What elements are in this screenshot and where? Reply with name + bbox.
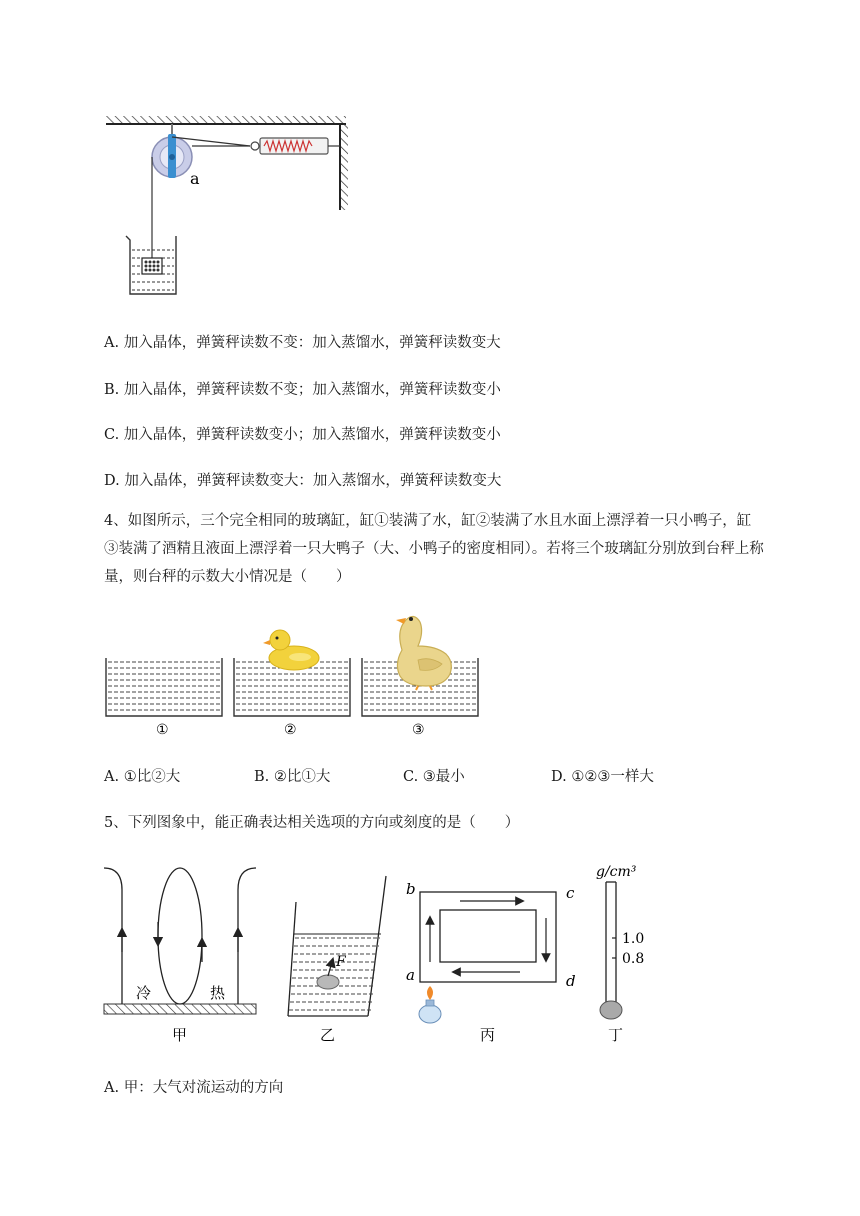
q4-option-d: D. ①②③一样大 — [551, 769, 654, 785]
spring-scale-icon — [251, 138, 340, 154]
tank-label-2: ② — [284, 722, 297, 738]
corner-b: b — [406, 880, 416, 898]
q4-option-c: C. ③最小 — [403, 769, 465, 785]
q5-option-a: A. 甲：大气对流运动的方向 — [104, 1080, 284, 1096]
fig-jia — [104, 868, 256, 1044]
big-duck-icon — [396, 616, 451, 690]
beaker-icon — [126, 236, 176, 294]
tank-1 — [106, 658, 222, 716]
q3-option-b: B. 加入晶体，弹簧秤读数不变；加入蒸馏水，弹簧秤读数变小 — [104, 382, 501, 398]
force-label: F — [336, 954, 346, 970]
wall-hatch — [340, 124, 348, 210]
pulley-spring-scale-figure — [100, 110, 360, 300]
q3-option-d: D. 加入晶体，弹簧秤读数变大：加入蒸馏水，弹簧秤读数变大 — [104, 473, 502, 489]
q3-option-a: A. 加入晶体，弹簧秤读数不变：加入蒸馏水，弹簧秤读数变大 — [104, 335, 501, 351]
q4-stem: 4、如图所示，三个完全相同的玻璃缸，缸①装满了水，缸②装满了水且水面上漂浮着一只小鸭子，缸③装满了酒精且液面上漂浮着一只大鸭子（大、小鸭子的密度相同）。若将三个玻璃缸分别放到台秤上称量，则台秤的示数大小情况是（ ） — [104, 513, 764, 585]
mark-low: 0.8 — [622, 951, 645, 967]
alcohol-lamp-icon — [419, 986, 441, 1023]
ceiling-hatch — [106, 116, 346, 124]
pulley-icon — [152, 134, 192, 178]
corner-c: c — [566, 884, 575, 902]
fig-ding — [596, 864, 644, 1044]
hydrometer-bulb-icon — [600, 1001, 622, 1019]
fig-bing — [406, 880, 576, 1044]
ball-icon — [317, 975, 339, 989]
q3-option-c: C. 加入晶体，弹簧秤读数变小；加入蒸馏水，弹簧秤读数变小 — [104, 427, 501, 443]
mark-high: 1.0 — [622, 931, 645, 947]
caption-bing: 丙 — [480, 1026, 496, 1044]
q4-option-b: B. ②比①大 — [254, 769, 331, 785]
corner-a: a — [406, 966, 415, 984]
caption-ding: 丁 — [608, 1026, 624, 1044]
q5-stem: 5、下列图象中，能正确表达相关选项的方向或刻度的是（ ） — [104, 815, 520, 831]
cold-label: 冷 — [136, 984, 152, 1002]
small-duck-icon — [263, 630, 319, 670]
tank-label-1: ① — [156, 722, 169, 738]
q4-option-a: A. ①比②大 — [104, 769, 181, 785]
caption-yi: 乙 — [320, 1026, 336, 1044]
caption-jia: 甲 — [172, 1026, 188, 1044]
tank-label-3: ③ — [412, 722, 425, 738]
duck-tanks-figure — [100, 606, 490, 741]
hot-label: 热 — [210, 984, 226, 1002]
q5-figures — [100, 862, 660, 1052]
fig-yi — [288, 876, 386, 1044]
unit-label: g/cm³ — [596, 864, 637, 880]
pulley-label-a: a — [190, 169, 200, 188]
corner-d: d — [566, 972, 576, 990]
